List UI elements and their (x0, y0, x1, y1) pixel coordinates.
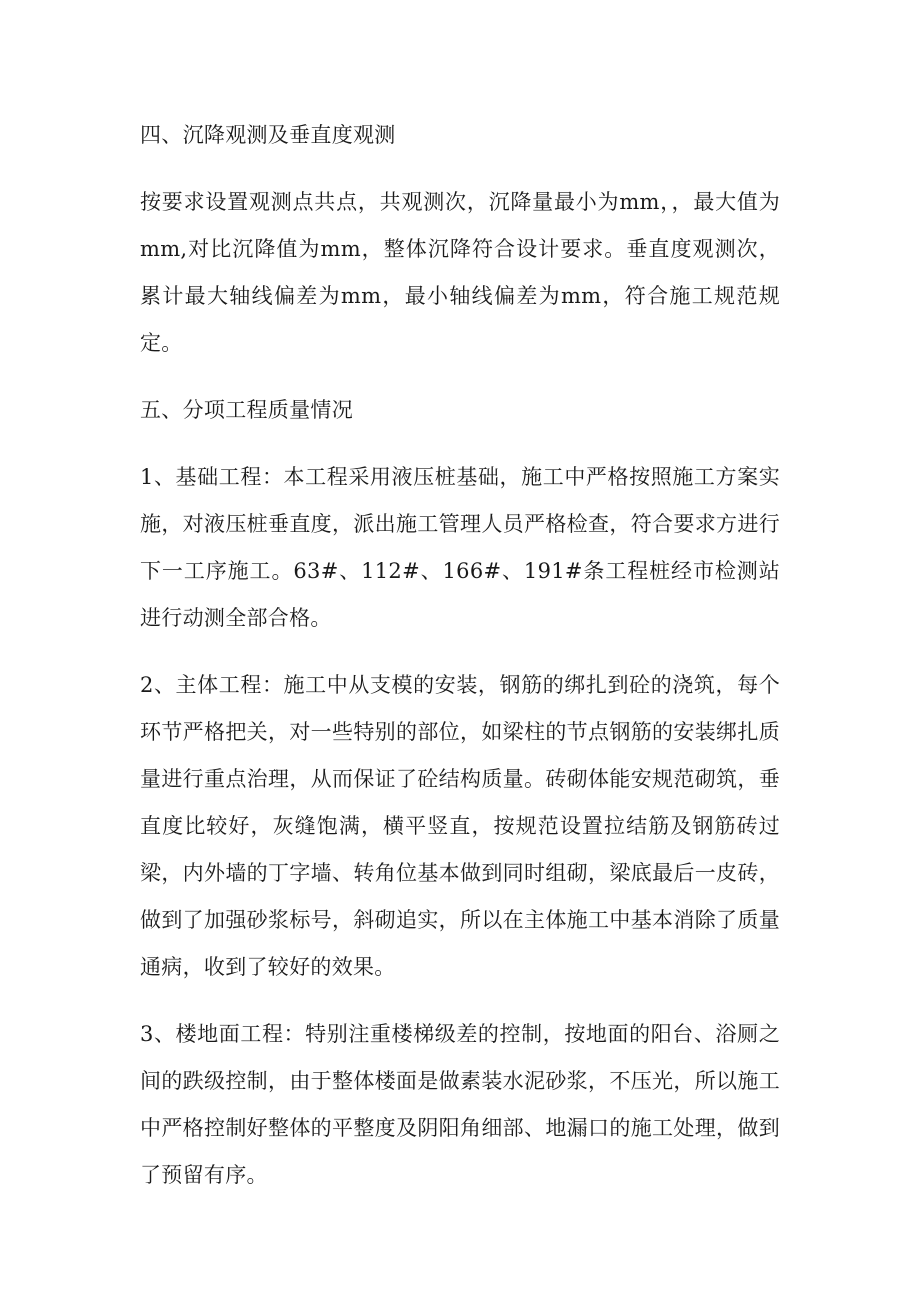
paragraph-main-structure: 2、主体工程：施工中从支模的安装，钢筋的绑扎到砼的浇筑，每个环节严格把关，对一些特别的部位，如梁柱的节点钢筋的安装绑扎质量进行重点治理，从而保证了砼结构质量。砖砌体能安规范砌筑，垂直度比较好，灰缝饱满，横平竖直，按规范设置拉结筋及钢筋砖过梁，内外墙的丁字墙、转角位基本做到同时组砌，梁底最后一皮砖，做到了加强砂浆标号，斜砌追实，所以在主体施工中基本消除了质量通病，收到了较好的效果。 (140, 673, 780, 979)
section-heading-quality: 五、分项工程质量情况 (140, 398, 353, 422)
section-heading-settlement: 四、沉降观测及垂直度观测 (140, 123, 396, 147)
paragraph-foundation-work: 1、基础工程：本工程采用液压桩基础，施工中严格按照施工方案实施，对液压桩垂直度，派出施工管理人员严格检查，符合要求方进行下一工序施工。63#、112#、166#、191#条工程桩经市检测站进行动测全部合格。 (140, 465, 780, 630)
paragraph-settlement-observation: 按要求设置观测点共点，共观测次，沉降量最小为mm，，最大值为mm,对比沉降值为mm，整体沉降符合设计要求。垂直度观测次，累计最大轴线偏差为mm，最小轴线偏差为mm，符合施工规范规定。 (140, 190, 780, 355)
document-body (140, 112, 780, 1219)
paragraph-floor-work: 3、楼地面工程：特别注重楼梯级差的控制，按地面的阳台、浴厕之间的跌级控制，由于整体楼面是做素装水泥砂浆，不压光，所以施工中严格控制好整体的平整度及阴阳角细部、地漏口的施工处理，做到了预留有序。 (140, 1022, 780, 1187)
